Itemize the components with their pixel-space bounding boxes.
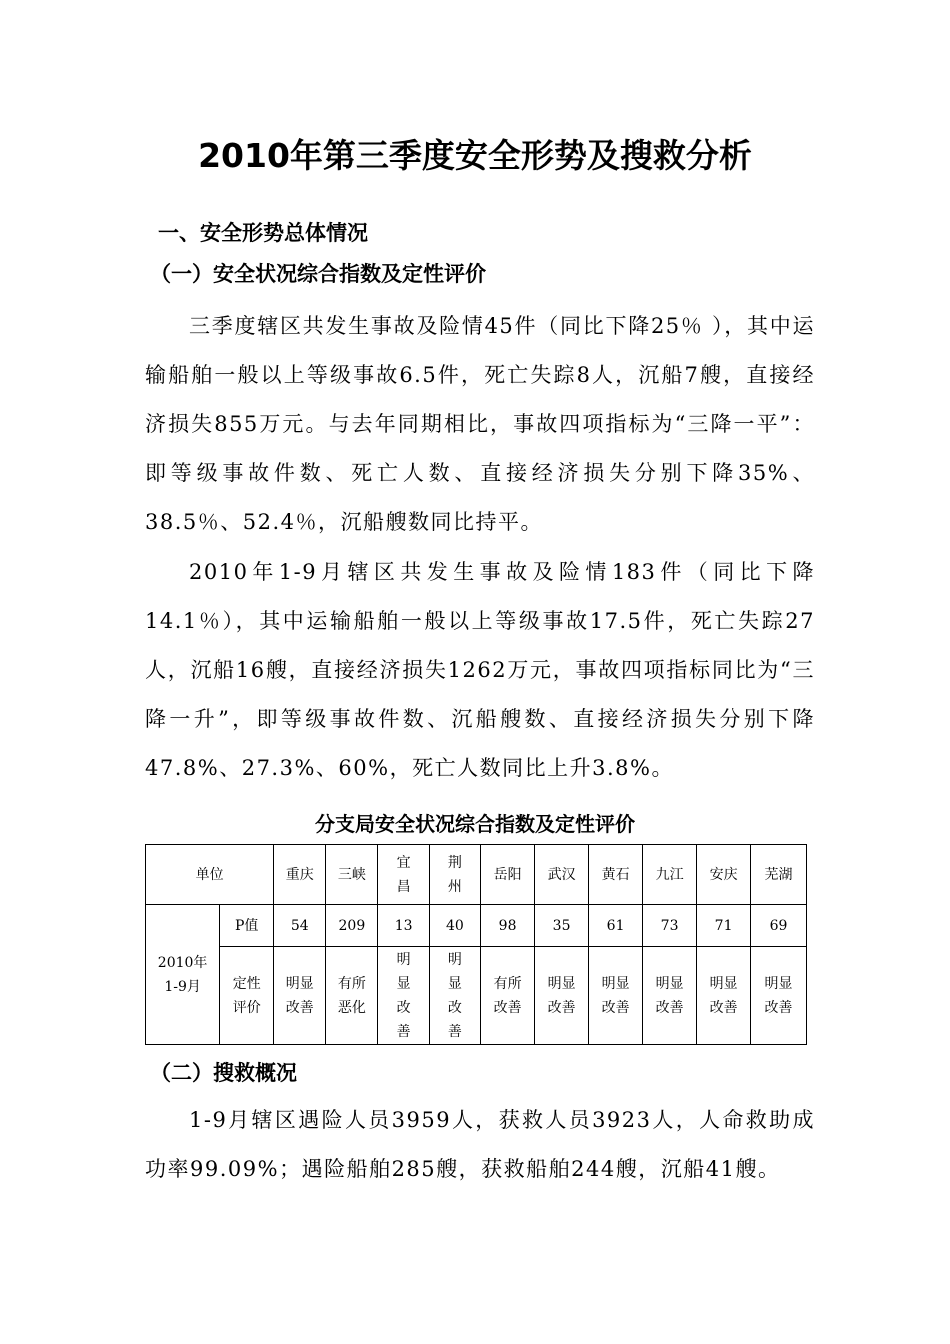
branch-header-cell: 芜湖 — [751, 845, 807, 905]
rating-cell: 明显改善 — [535, 947, 589, 1045]
branch-header-cell: 荆州 — [429, 845, 480, 905]
branch-header-cell: 武汉 — [535, 845, 589, 905]
rating-label-cell: 定性评价 — [220, 947, 274, 1045]
rating-cell: 明显改善 — [697, 947, 751, 1045]
rating-cell: 明显改善 — [429, 947, 480, 1045]
subsection-heading-rescue: （二）搜救概况 — [150, 1061, 297, 1085]
p-value-cell: 35 — [535, 905, 589, 947]
rating-cell: 明显改善 — [589, 947, 643, 1045]
branch-header-cell: 安庆 — [697, 845, 751, 905]
unit-header-cell: 单位 — [146, 845, 274, 905]
p-value-cell: 61 — [589, 905, 643, 947]
paragraph-q3-summary: 三季度辖区共发生事故及险情45件（同比下降25％ ），其中运输船舶一般以上等级事故6.5件，死亡失踪8人，沉船7艘，直接经济损失855万元。与去年同期相比，事故四项指标为“三降一平”：即等级事故件数、死亡人数、直接经济损失分别下降35%、38.5％、52.4％，沉船艘数同比持平。 — [145, 314, 815, 534]
paragraph-rescue-summary: 1-9月辖区遇险人员3959人，获救人员3923人，人命救助成功率99.09%；遇险船舶285艘，获救船舶244艘，沉船41艘。 — [145, 1108, 815, 1181]
table-caption: 分支局安全状况综合指数及定性评价 — [315, 812, 635, 836]
paragraph-jan-sep-summary: 2010年1-9月辖区共发生事故及险情183件（同比下降14.1％），其中运输船舶一般以上等级事故17.5件，死亡失踪27人，沉船16艘，直接经济损失1262万元，事故四项指标同比为“三降一升”，即等级事故件数、沉船艘数、直接经济损失分别下降47.8%、27.3%、60%，死亡人数同比上升3.8%。 — [145, 560, 815, 780]
p-value-cell: 69 — [751, 905, 807, 947]
rating-cell: 明显改善 — [751, 947, 807, 1045]
branch-header-cell: 黄石 — [589, 845, 643, 905]
rating-cell: 有所恶化 — [326, 947, 378, 1045]
rating-cell: 明显改善 — [274, 947, 326, 1045]
rating-cell: 明显改善 — [643, 947, 697, 1045]
branch-header-cell: 重庆 — [274, 845, 326, 905]
p-value-cell: 13 — [378, 905, 429, 947]
branch-header-cell: 九江 — [643, 845, 697, 905]
p-label-cell: P值 — [220, 905, 274, 947]
p-value-cell: 98 — [481, 905, 535, 947]
rating-cell: 明显改善 — [378, 947, 429, 1045]
p-value-cell: 209 — [326, 905, 378, 947]
branch-header-cell: 岳阳 — [481, 845, 535, 905]
p-value-cell: 54 — [274, 905, 326, 947]
p-value-cell: 40 — [429, 905, 480, 947]
p-value-cell: 71 — [697, 905, 751, 947]
safety-index-table — [145, 844, 807, 1045]
p-value-row — [146, 905, 807, 947]
table-header-row — [146, 845, 807, 905]
section-heading-overall: 一、安全形势总体情况 — [158, 221, 368, 245]
rating-row — [146, 947, 807, 1045]
period-cell: 2010年1-9月 — [146, 905, 220, 1045]
document-title: 2010年第三季度安全形势及搜救分析 — [198, 136, 752, 175]
p-value-cell: 73 — [643, 905, 697, 947]
branch-header-cell: 三峡 — [326, 845, 378, 905]
branch-header-cell: 宜昌 — [378, 845, 429, 905]
subsection-heading-index: （一）安全状况综合指数及定性评价 — [150, 262, 486, 286]
rating-cell: 有所改善 — [481, 947, 535, 1045]
